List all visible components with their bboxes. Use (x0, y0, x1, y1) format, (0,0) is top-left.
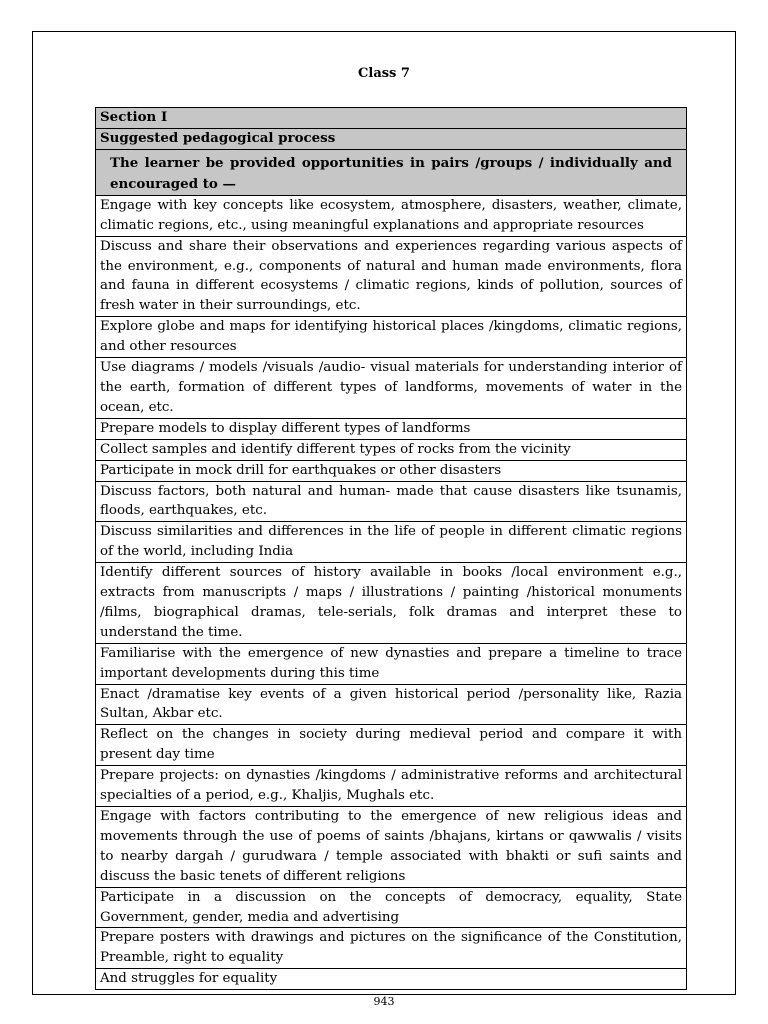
table-cell: Identify different sources of history available in books /local environment e.g., extracts from manuscripts / maps / illustrations / painting /historical monuments /films, biographical dramas, tele-serials, folk dramas and interpret these to understand the time. (96, 563, 687, 644)
table-row (96, 418, 687, 439)
table-cell: And struggles for equality (96, 969, 687, 990)
intro-heading: The learner be provided opportunities in pairs /groups / individually and encouraged to — (96, 149, 687, 195)
table-row (96, 928, 687, 969)
table-cell: Prepare posters with drawings and pictures on the significance of the Constitution, Preamble, right to equality (96, 928, 687, 969)
table-row (96, 887, 687, 928)
table-cell: Engage with key concepts like ecosystem, atmosphere, disasters, weather, climate, climatic regions, etc., using meaningful explanations and appropriate resources (96, 195, 687, 236)
page-number: 943 (373, 995, 395, 1008)
table-cell: Enact /dramatise key events of a given historical period /personality like, Razia Sultan, Akbar etc. (96, 684, 687, 725)
table-row (96, 969, 687, 990)
section-heading: Section I (96, 108, 687, 129)
table-row (96, 522, 687, 563)
table-row (96, 807, 687, 888)
table-row (96, 643, 687, 684)
table-row (96, 460, 687, 481)
table-cell: Discuss and share their observations and experiences regarding various aspects of the environment, e.g., components of natural and human made environments, flora and fauna in different ecosystems / climatic regions, kinds of pollution, sources of fresh water in their surroundings, etc. (96, 236, 687, 317)
table-row (96, 439, 687, 460)
table-row (96, 195, 687, 236)
table-row (96, 108, 687, 129)
table-cell: Explore globe and maps for identifying historical places /kingdoms, climatic regions, and other resources (96, 317, 687, 358)
table-row (96, 725, 687, 766)
table-cell: Discuss factors, both natural and human- made that cause disasters like tsunamis, floods, earthquakes, etc. (96, 481, 687, 522)
table-row (96, 317, 687, 358)
page-title: Class 7 (358, 66, 410, 81)
table-row (96, 684, 687, 725)
process-heading: Suggested pedagogical process (96, 128, 687, 149)
table-row (96, 128, 687, 149)
pedagogy-table (95, 107, 687, 990)
table-row (96, 149, 687, 195)
table-row (96, 766, 687, 807)
table-cell: Prepare projects: on dynasties /kingdoms / administrative reforms and architectural specialties of a period, e.g., Khaljis, Mughals etc. (96, 766, 687, 807)
table-cell: Participate in mock drill for earthquakes or other disasters (96, 460, 687, 481)
table-row (96, 481, 687, 522)
table-cell: Participate in a discussion on the concepts of democracy, equality, State Government, gender, media and advertising (96, 887, 687, 928)
table-cell: Prepare models to display different types of landforms (96, 418, 687, 439)
table-row (96, 236, 687, 317)
table-cell: Discuss similarities and differences in the life of people in different climatic regions of the world, including India (96, 522, 687, 563)
table-cell: Familiarise with the emergence of new dynasties and prepare a timeline to trace important developments during this time (96, 643, 687, 684)
table-cell: Engage with factors contributing to the emergence of new religious ideas and movements through the use of poems of saints /bhajans, kirtans or qawwalis / visits to nearby dargah / gurudwara / temple associated with bhakti or sufi saints and discuss the basic tenets of different religions (96, 807, 687, 888)
table-cell: Use diagrams / models /visuals /audio- visual materials for understanding interior of the earth, formation of different types of landforms, movements of water in the ocean, etc. (96, 358, 687, 419)
table-cell: Reflect on the changes in society during medieval period and compare it with present day time (96, 725, 687, 766)
table-row (96, 358, 687, 419)
table-row (96, 563, 687, 644)
table-cell: Collect samples and identify different types of rocks from the vicinity (96, 439, 687, 460)
